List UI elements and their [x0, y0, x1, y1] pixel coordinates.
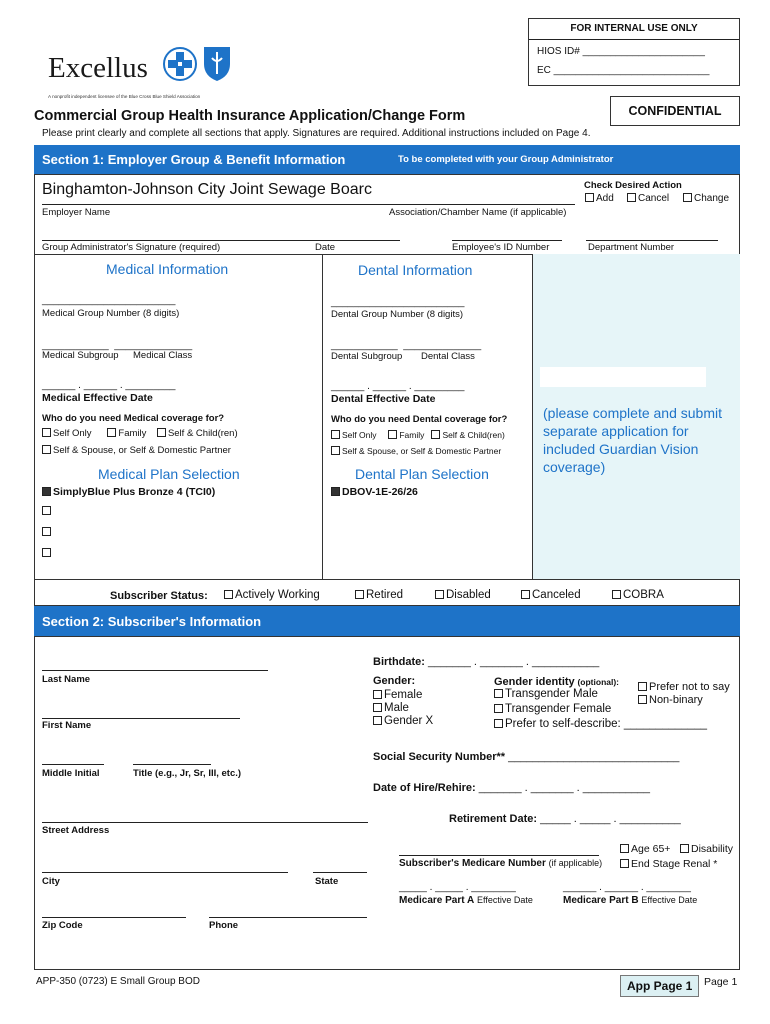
- den-self-only-checkbox[interactable]: [331, 430, 340, 439]
- medicare-age65[interactable]: [620, 843, 670, 855]
- gender-identity-optional: (optional):: [577, 677, 620, 687]
- dental-plan-checkbox[interactable]: [331, 487, 340, 496]
- status-cobra[interactable]: [612, 589, 664, 601]
- gender-female-checkbox[interactable]: [373, 690, 382, 699]
- medical-plan-checkbox-4[interactable]: [42, 548, 51, 557]
- dental-subgroup-field[interactable]: ____________ ______________: [331, 340, 482, 351]
- first-name-label: First Name: [42, 720, 92, 731]
- dental-plan-title: Dental Plan Selection: [355, 466, 489, 482]
- medical-plan-label: SimplyBlue Plus Bronze 4 (TCI0): [53, 486, 216, 498]
- status-disabled[interactable]: [435, 589, 491, 601]
- employee-id-label: Employee's ID Number: [452, 242, 550, 253]
- status-cobra-checkbox[interactable]: [612, 590, 621, 599]
- admin-signature-label: Group Administrator's Signature (required): [42, 242, 221, 253]
- association-label: Association/Chamber Name (if applicable): [389, 207, 567, 218]
- hire-date-field[interactable]: [373, 782, 650, 794]
- medicare-age65-label: Age 65+: [631, 843, 671, 855]
- med-family-checkbox[interactable]: [107, 428, 116, 437]
- birthdate-field[interactable]: [373, 656, 599, 668]
- dental-options-row2: [331, 446, 501, 456]
- medicare-a-label: Medicare Part A: [399, 895, 475, 906]
- retirement-date-blank: _____ . _____ . __________: [540, 813, 681, 825]
- gender-label: Gender:: [373, 675, 416, 687]
- status-retired-label: Retired: [366, 589, 404, 601]
- medical-plan-title: Medical Plan Selection: [98, 466, 240, 482]
- status-disabled-checkbox[interactable]: [435, 590, 444, 599]
- gi-self-describe[interactable]: [494, 718, 707, 730]
- medicare-age65-checkbox[interactable]: [620, 844, 629, 853]
- dental-subgroup-label: Dental Subgroup: [331, 351, 403, 362]
- page-number: Page 1: [704, 976, 738, 988]
- status-actively-working-checkbox[interactable]: [224, 590, 233, 599]
- gender-female-label: Female: [384, 689, 423, 701]
- gi-non-binary[interactable]: [638, 694, 703, 706]
- hire-date-blank: _______ . _______ . ___________: [478, 782, 651, 794]
- logo-tagline: A nonprofit independent licensee of the Blue Cross Blue Shield Association: [48, 94, 201, 99]
- form-title: Commercial Group Health Insurance Application/Change Form: [34, 108, 466, 124]
- ssn-label: Social Security Number**: [373, 751, 506, 763]
- status-actively-working[interactable]: [224, 589, 320, 601]
- med-family-label: Family: [118, 428, 147, 439]
- medicare-b-label: Medicare Part B: [563, 895, 639, 906]
- gi-transgender-female-label: Transgender Female: [505, 703, 612, 715]
- medicare-number-row: [399, 858, 602, 869]
- med-self-only-label: Self Only: [53, 428, 92, 439]
- medicare-b-date-field[interactable]: ______ . ______ . ________: [563, 882, 691, 893]
- blue-cross-icon: [162, 46, 198, 82]
- department-number-label: Department Number: [588, 242, 675, 253]
- date-label: Date: [315, 242, 336, 253]
- action-add-label: Add: [596, 193, 614, 204]
- ssn-field[interactable]: [373, 751, 679, 763]
- state-label: State: [315, 876, 339, 887]
- employer-name-value[interactable]: Binghamton-Johnson City Joint Sewage Boarc: [42, 181, 372, 198]
- medical-plan-option-3[interactable]: [42, 527, 53, 538]
- gender-x-label: Gender X: [384, 715, 434, 727]
- action-cancel[interactable]: [627, 193, 669, 204]
- employer-name-label: Employer Name: [42, 207, 111, 218]
- add-checkbox[interactable]: [585, 193, 594, 202]
- gi-transgender-female-checkbox[interactable]: [494, 704, 503, 713]
- gi-prefer-not[interactable]: [638, 681, 730, 693]
- medical-options-row2: [42, 445, 231, 456]
- gender-male-checkbox[interactable]: [373, 703, 382, 712]
- change-checkbox[interactable]: [683, 193, 692, 202]
- action-add[interactable]: [585, 193, 614, 204]
- dental-coverage-question: Who do you need Dental coverage for?: [331, 414, 508, 425]
- den-family-checkbox[interactable]: [388, 430, 397, 439]
- instructions: Please print clearly and complete all sections that apply. Signatures are required. Additional instructions included on Page 4.: [42, 128, 591, 139]
- gender-male-label: Male: [384, 702, 409, 714]
- last-name-label: Last Name: [42, 674, 91, 685]
- dental-group-number-field[interactable]: ________________________: [331, 297, 465, 308]
- medical-plan-option-2[interactable]: [42, 506, 53, 517]
- hire-date-label: Date of Hire/Rehire:: [373, 782, 476, 794]
- gi-non-binary-checkbox[interactable]: [638, 695, 647, 704]
- section2-header: [34, 606, 740, 636]
- gi-transgender-male-checkbox[interactable]: [494, 689, 503, 698]
- ssn-blank: ____________________________: [508, 751, 680, 763]
- confidential-label: CONFIDENTIAL: [628, 104, 722, 118]
- den-family-label: Family: [399, 430, 425, 440]
- medical-group-number-label: Medical Group Number (8 digits): [42, 308, 180, 319]
- dental-effective-date-label: Dental Effective Date: [331, 393, 436, 405]
- ec-field[interactable]: EC ____________________________: [537, 65, 710, 76]
- den-self-only-label: Self Only: [342, 430, 377, 440]
- medicare-esrd-label: End Stage Renal *: [631, 858, 718, 870]
- medical-plan-checkbox-2[interactable]: [42, 506, 51, 515]
- status-canceled[interactable]: [521, 589, 581, 601]
- vision-white-box: [540, 367, 706, 387]
- status-canceled-checkbox[interactable]: [521, 590, 530, 599]
- medicare-b-eff-label: Effective Date: [641, 895, 698, 905]
- excellus-logo: [48, 46, 248, 102]
- den-self-spouse-label: Self & Spouse, or Self & Domestic Partner: [342, 446, 502, 456]
- dental-plan-selected[interactable]: [331, 486, 418, 498]
- gender-male[interactable]: [373, 702, 409, 714]
- med-self-child-checkbox[interactable]: [157, 428, 166, 437]
- phone-label: Phone: [209, 920, 239, 931]
- gi-prefer-not-label: Prefer not to say: [649, 681, 730, 693]
- gender-x-checkbox[interactable]: [373, 716, 382, 725]
- med-self-spouse-label: Self & Spouse, or Self & Domestic Partner: [53, 445, 231, 456]
- gi-transgender-male[interactable]: [494, 688, 598, 700]
- medicare-esrd-checkbox[interactable]: [620, 859, 629, 868]
- gi-self-describe-label: Prefer to self-describe: _____________: [505, 718, 708, 730]
- birthdate-blank: _______ . _______ . ___________: [428, 656, 600, 668]
- name-title-label: Title (e.g., Jr, Sr, III, etc.): [133, 768, 242, 779]
- zip-code-label: Zip Code: [42, 920, 83, 931]
- gi-non-binary-label: Non-binary: [649, 694, 703, 706]
- gi-transgender-male-label: Transgender Male: [505, 688, 598, 700]
- dental-class-label: Dental Class: [421, 351, 475, 362]
- section1-header: [34, 145, 740, 174]
- medical-plan-option-4[interactable]: [42, 548, 53, 559]
- gi-prefer-not-checkbox[interactable]: [638, 682, 647, 691]
- gi-self-describe-checkbox[interactable]: [494, 719, 503, 728]
- status-retired-checkbox[interactable]: [355, 590, 364, 599]
- medicare-esrd[interactable]: [620, 858, 717, 870]
- medicare-number-label: Subscriber's Medicare Number: [399, 858, 546, 869]
- medical-options-row1: [42, 428, 238, 439]
- section1-title: Section 1: Employer Group & Benefit Information: [42, 152, 346, 167]
- status-retired[interactable]: [355, 589, 403, 601]
- status-canceled-label: Canceled: [532, 589, 581, 601]
- dental-group-number-label: Dental Group Number (8 digits): [331, 309, 463, 320]
- subscriber-status-label: Subscriber Status:: [110, 590, 208, 602]
- status-cobra-label: COBRA: [623, 589, 664, 601]
- street-address-label: Street Address: [42, 825, 110, 836]
- medicare-disability-checkbox[interactable]: [680, 844, 689, 853]
- medical-coverage-question: Who do you need Medical coverage for?: [42, 413, 225, 424]
- dental-plan-label: DBOV-1E-26/26: [342, 486, 418, 498]
- medicare-a-date-field[interactable]: _____ . _____ . ________: [399, 882, 516, 893]
- action-change[interactable]: [683, 193, 729, 204]
- den-self-child-checkbox[interactable]: [431, 430, 440, 439]
- med-self-child-label: Self & Child(ren): [167, 428, 238, 439]
- action-cancel-label: Cancel: [638, 193, 670, 204]
- medical-info-title: Medical Information: [106, 261, 229, 277]
- app-page-badge: App Page 1: [620, 975, 699, 997]
- medicare-a-row: [399, 895, 533, 906]
- vision-note: (please complete and submit separate application for included Guardian Vision coverage): [543, 405, 722, 475]
- gender-x[interactable]: [373, 715, 433, 727]
- den-self-child-label: Self & Child(ren): [442, 430, 505, 440]
- medicare-disability[interactable]: [680, 843, 733, 855]
- retirement-date-label: Retirement Date:: [449, 813, 538, 825]
- blue-shield-icon: [202, 44, 232, 82]
- medical-subgroup-label: Medical Subgroup: [42, 350, 119, 361]
- gi-transgender-female[interactable]: [494, 703, 611, 715]
- gender-identity-heading: [494, 676, 619, 688]
- medical-plan-selected[interactable]: [42, 486, 215, 498]
- medical-effective-date-field[interactable]: ______ . ______ . _________: [42, 380, 176, 391]
- dental-effective-date-field[interactable]: ______ . ______ . _________: [331, 381, 465, 392]
- den-self-spouse-checkbox[interactable]: [331, 446, 340, 455]
- city-label: City: [42, 876, 60, 887]
- medical-class-label: Medical Class: [133, 350, 193, 361]
- brand-name: Excellus: [48, 52, 148, 84]
- retirement-date-field[interactable]: [449, 813, 681, 825]
- confidential-box: [610, 96, 740, 126]
- medical-effective-date-label: Medical Effective Date: [42, 392, 153, 404]
- dental-options-row1: [331, 430, 505, 440]
- medical-subgroup-field[interactable]: ____________ ______________: [42, 340, 193, 351]
- status-disabled-label: Disabled: [446, 589, 491, 601]
- section1-subtitle: To be completed with your Group Administrator: [398, 154, 614, 165]
- medical-plan-checkbox[interactable]: [42, 487, 51, 496]
- internal-use-title: FOR INTERNAL USE ONLY: [570, 23, 698, 34]
- status-actively-working-label: Actively Working: [235, 589, 320, 601]
- internal-use-box: [528, 18, 740, 86]
- gender-identity-label: Gender identity: [494, 676, 575, 688]
- form-code: APP-350 (0723) E Small Group BOD: [36, 976, 200, 987]
- check-action-label: Check Desired Action: [584, 180, 682, 191]
- dental-info-title: Dental Information: [358, 262, 473, 278]
- med-self-spouse-checkbox[interactable]: [42, 445, 51, 454]
- medicare-a-eff-label: Effective Date: [477, 895, 533, 905]
- middle-initial-label: Middle Initial: [42, 768, 100, 779]
- med-self-only-checkbox[interactable]: [42, 428, 51, 437]
- cancel-checkbox[interactable]: [627, 193, 636, 202]
- hios-id-field[interactable]: HIOS ID# ______________________: [537, 46, 705, 57]
- medicare-b-row: [563, 895, 697, 906]
- action-change-label: Change: [694, 193, 730, 204]
- birthdate-label: Birthdate:: [373, 656, 425, 668]
- section2-title: Section 2: Subscriber's Information: [42, 614, 262, 629]
- gender-female[interactable]: [373, 689, 422, 701]
- medical-plan-checkbox-3[interactable]: [42, 527, 51, 536]
- medical-group-number-field[interactable]: ________________________: [42, 295, 176, 306]
- medicare-disability-label: Disability: [691, 843, 734, 855]
- medicare-number-note: (if applicable): [548, 858, 603, 868]
